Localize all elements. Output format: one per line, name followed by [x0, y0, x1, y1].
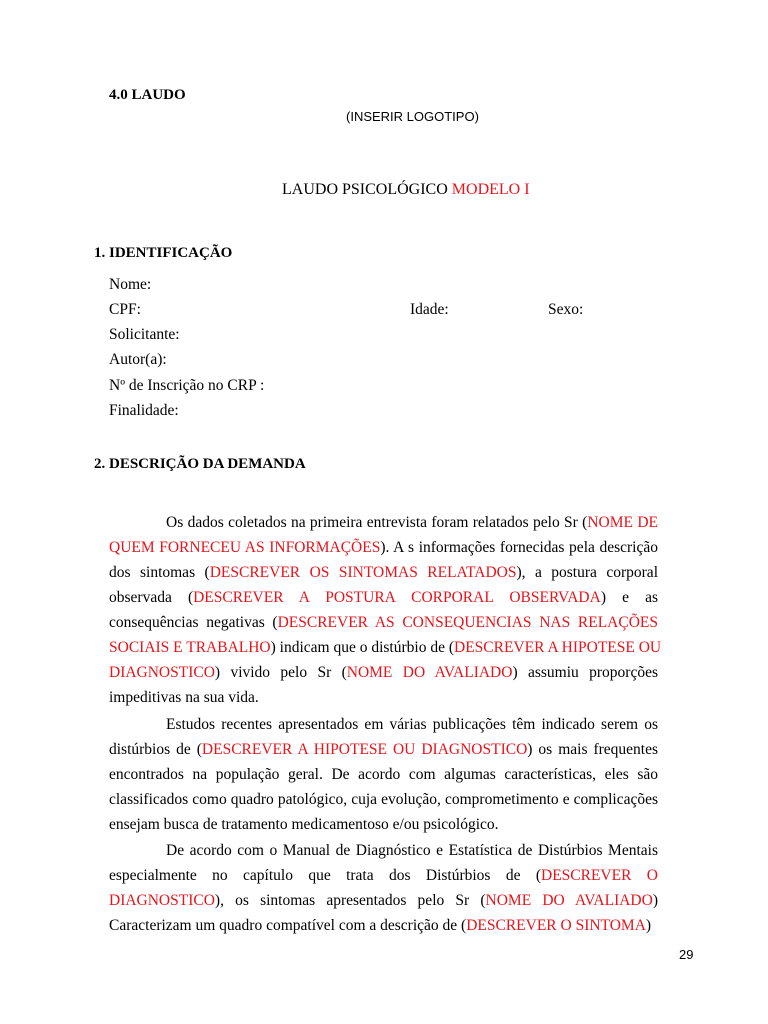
- demand-paragraph-1: [109, 510, 662, 710]
- placeholder-text: DESCREVER AS CONSEQUENCIAS NAS RELAÇÕES: [277, 614, 658, 631]
- paragraph-line: [109, 685, 658, 710]
- paragraph-line: [109, 787, 658, 812]
- paragraph-line: [109, 585, 658, 610]
- body-text: ) assumiu proporções: [512, 664, 659, 681]
- body-text: consequências negativas (: [109, 614, 278, 631]
- field-nome: Nome:: [109, 276, 152, 293]
- body-text: classificados como quadro patológico, cuja evolução, comprometimento e complicações: [109, 791, 658, 808]
- paragraph-line: [109, 888, 658, 913]
- demand-paragraph-3: [109, 838, 658, 938]
- paragraph-line: [109, 635, 662, 660]
- paragraph-line: [109, 610, 658, 635]
- body-text: Os dados coletados na primeira entrevista foram relatados pelo Sr (: [166, 514, 588, 531]
- body-text: distúrbios de (: [109, 741, 202, 758]
- body-text: ), os sintomas apresentados pelo Sr (: [214, 892, 486, 909]
- body-text: ) e as: [600, 589, 658, 606]
- placeholder-text: DESCREVER OS SINTOMAS RELATADOS: [209, 564, 517, 581]
- paragraph-line: [109, 762, 658, 787]
- page-number: 29: [679, 947, 694, 962]
- section-label: 4.0 LAUDO: [109, 87, 186, 103]
- demand-paragraph-2: [109, 712, 658, 837]
- paragraph-line: [109, 535, 658, 560]
- field-idade: Idade:: [410, 301, 449, 318]
- field-crp: Nº de Inscrição no CRP :: [109, 377, 265, 394]
- logo-placeholder: (INSERIR LOGOTIPO): [346, 109, 479, 124]
- body-text: Estudos recentes apresentados em várias publicações têm indicado serem os: [166, 716, 658, 733]
- field-finalidade: Finalidade:: [109, 402, 179, 419]
- body-text: ) vivido pelo Sr (: [214, 664, 347, 681]
- body-text: ): [652, 892, 658, 909]
- body-text: encontrados na população geral. De acordo com algumas características, eles são: [109, 766, 658, 783]
- paragraph-line: [109, 863, 658, 888]
- placeholder-text: NOME DE: [587, 514, 658, 531]
- paragraph-line: [109, 660, 658, 685]
- field-autor: Autor(a):: [109, 351, 167, 368]
- body-text: impeditivas na sua vida.: [109, 689, 259, 706]
- body-text: De acordo com o Manual de Diagnóstico e Estatística de Distúrbios Mentais: [166, 842, 658, 859]
- placeholder-text: NOME DO AVALIADO: [346, 664, 513, 681]
- field-solicitante: Solicitante:: [109, 326, 180, 343]
- body-text: especialmente no capítulo que trata dos Distúrbios de (: [109, 867, 541, 884]
- body-text: Caracterizam um quadro compatível com a descrição de (: [109, 917, 467, 934]
- paragraph-line: [109, 737, 658, 762]
- demand-heading: 2. DESCRIÇÃO DA DEMANDA: [94, 456, 306, 472]
- paragraph-line: [109, 812, 658, 837]
- body-text: observada (: [109, 589, 194, 606]
- placeholder-text: DIAGNOSTICO: [109, 664, 215, 681]
- placeholder-text: NOME DO AVALIADO: [485, 892, 653, 909]
- placeholder-text: DESCREVER O SINTOMA: [466, 917, 646, 934]
- body-text: ) indicam que o distúrbio de (: [270, 639, 454, 656]
- identification-heading: 1. IDENTIFICAÇÃO: [94, 245, 233, 261]
- placeholder-text: DESCREVER A POSTURA CORPORAL OBSERVADA: [193, 589, 601, 606]
- placeholder-text: DESCREVER A HIPOTESE OU: [454, 639, 662, 656]
- field-cpf: CPF:: [109, 301, 141, 318]
- paragraph-line: [109, 560, 658, 585]
- placeholder-text: SOCIAIS E TRABALHO: [109, 639, 271, 656]
- body-text: ): [645, 917, 652, 934]
- placeholder-text: QUEM FORNECEU AS INFORMAÇÕES: [109, 539, 381, 556]
- paragraph-line: [109, 510, 658, 535]
- body-text: ). A s informações fornecidas pela descrição: [380, 539, 658, 556]
- placeholder-text: DESCREVER O: [541, 867, 658, 884]
- paragraph-line: [109, 712, 658, 737]
- document-title-highlight: MODELO I: [451, 181, 530, 198]
- field-sexo: Sexo:: [548, 301, 584, 318]
- body-text: ) os mais frequentes: [527, 741, 659, 758]
- document-title: [282, 181, 530, 199]
- paragraph-line: [109, 913, 658, 938]
- paragraph-line: [109, 838, 658, 863]
- body-text: ), a postura corporal: [516, 564, 658, 581]
- body-text: dos sintomas (: [109, 564, 210, 581]
- document-title-main: LAUDO PSICOLÓGICO: [282, 181, 452, 198]
- placeholder-text: DIAGNOSTICO: [109, 892, 215, 909]
- body-text: ensejam busca de tratamento medicamentoso e/ou psicológico.: [109, 816, 499, 833]
- placeholder-text: DESCREVER A HIPOTESE OU DIAGNOSTICO: [201, 741, 528, 758]
